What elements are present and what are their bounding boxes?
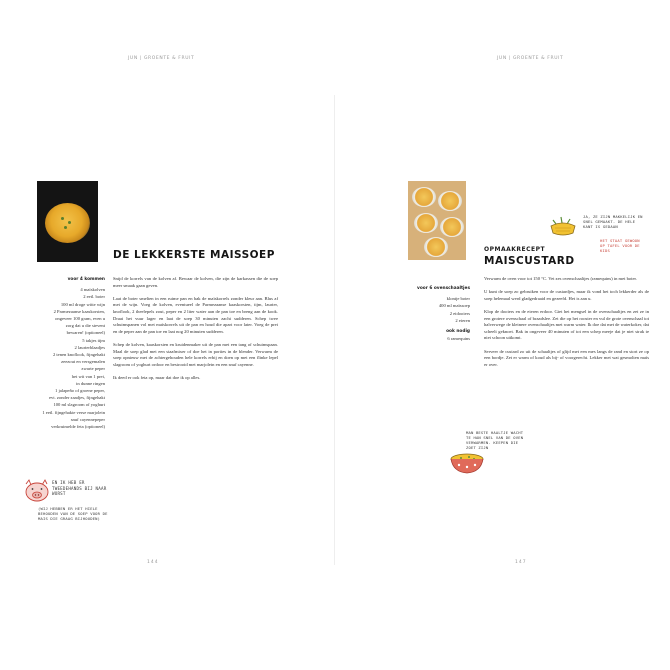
page-number-right: 147 <box>515 560 527 565</box>
garnish-dot <box>61 217 64 220</box>
pig-head-icon <box>22 478 52 504</box>
ingredient-line: 1 jalapeño of groene peper, <box>55 388 105 394</box>
ingredient-line: 2 laurierblaadjes <box>74 344 105 350</box>
method-right <box>484 276 649 375</box>
soup-photo <box>37 181 98 262</box>
ingredient-line: 2 tenen knoflook, fijngehakt <box>52 352 105 358</box>
running-head-left: JUN | GROENTE & FRUIT <box>128 56 195 61</box>
ingredients-heading: voor 6 ovenschaaltjes <box>417 286 470 291</box>
ingredient-line: in dunne ringen <box>76 380 105 386</box>
recipe-title-right: MAISCUSTARD <box>484 255 575 267</box>
ingredient-line: 1 eetl. fijngehakte verse marjolein <box>42 409 105 415</box>
method-paragraph: Serveer de custard zo uit de schaaltjes of glijd met een mes langs de rand en stort ze op een bordje. Zet er warm of koud als bij- of voorgerecht. Lekker met wat gesmolten maïs er over. <box>484 348 649 367</box>
doodle-note-right-1: JA, ZE ZIJN MAKKELIJK EN SNEL GEMAAKT. DE HELE KANT IS GEDAAN <box>583 214 643 229</box>
ingredient-line: 100 ml slagroom of yoghurt <box>53 402 105 408</box>
ingredient-line: 5 takjes tijm <box>82 337 105 343</box>
ramekin <box>440 217 464 237</box>
method-paragraph: Ik deed er ook feta op, maar dat doe ik op alles. <box>113 374 201 380</box>
method-paragraph: Schep de kolven, kaaskorsten en kruidenmaker uit de pan met een tang of schuimspaan. Maal de soep glad met een staafmixer of doe het in porties in de blender. Verwarm de soep opnieuw met de achtergehouden hele korrels erbij en doen op met een flinke lepel slagroom of yoghurt ordoor en bestrooid met marjolein en een snuf cayenne. <box>113 341 278 367</box>
ingredient-line: zeezout en versgemalen <box>61 359 105 365</box>
ingredient-line: 2 eidooiers <box>449 310 470 316</box>
page-number-left: 144 <box>147 560 159 565</box>
method-paragraph: Snijd de korrels van de kolven af. Bewaar de kolven, die zijn de karkassen die de soep meer smaak gaan geven. <box>113 276 278 288</box>
ingredient-line: zorg dat u die stevent <box>65 323 105 329</box>
ingredient-line: 100 ml droge witte wijn <box>60 301 105 307</box>
method-left <box>113 276 278 388</box>
ramekin <box>412 187 436 207</box>
method-paragraph: U kunt de soep zo gebruiken voor de custardjes, maar ik vond het toch lekkerder als de soep helemaal werd gladgedraaid en gezeefd. Het is aan u. <box>484 289 649 301</box>
method-paragraph: Laat de boter smelten in een ruime pan en bak de maïskorrels zonder kleur aan. Blus af met de wijn. Voeg de kolven, eventueel de Parmezaanse kaaskorsten, tijm, laurier, knoflook, 2 theelepels zout, peper en 2 liter water aan de pan toe en breng aan de kook. Draai het vuur lager en laat de soep 30 minuten zacht sudderen. Schep twee schuimspanen vol met maïskorrels uit de pan en houd die apart voor later. Voeg de prei en de peper aan de pan toe en laat nog 20 minuten sudderen. <box>113 295 278 334</box>
ingredients-list-left <box>38 276 105 430</box>
doodle-note-right-3: MAN BESTE HAALTJE WACHT TE HAN SNEL VAN DE OVEN VERWARMEN. KEEPEN DIE ZOET ZIJN <box>466 430 524 450</box>
method-paragraph: Klop de dooiers en de eieren erdoor. Giet het mengsel in de ovenschaaltjes en zet ze in een grotere ovenschaal of braadslee. Zet die op het rooster en vul de grote ovenschaal tot halverwege de kleinere ovenschaaltjes met warm water. Ik doe dat met de waterkoker, dat scheelt geknoei. Bak in ongeveer 40 minuten of tot een schep meeje dat je niet strak te niet schoon uitkomt. <box>484 308 649 341</box>
running-head-right: JUN | GROENTE & FRUIT <box>497 56 564 61</box>
ramekin <box>438 191 462 211</box>
ingredient-line: 2 Parmezaanse kaaskorsten, <box>53 308 105 314</box>
custard-photo <box>408 181 466 260</box>
ingredient-line: 2 eieren <box>455 317 470 323</box>
doodle-note-left-2: (WIJ HEBBEN ER HET HIELE BEHOUDEN VAN DE SOEP VOOR DE MAIS DIE GRAAG BIJHOUDEN) <box>38 506 108 521</box>
ingredients-list-right <box>405 285 470 342</box>
ingredient-line: snuf cayennepeper <box>70 416 105 422</box>
recipe-title-left: DE LEKKERSTE MAISSOEP <box>113 249 275 261</box>
page-gutter <box>334 95 335 565</box>
ingredient-line: zwarte peper <box>81 366 105 372</box>
garnish-dot <box>68 221 71 224</box>
recipe-kicker: OPMAAKRECEPT <box>484 246 546 253</box>
ingredients-heading-2: ook nodig <box>446 329 470 335</box>
ingredient-line: bewaren! (optioneel) <box>66 330 105 336</box>
ingredient-line: ongeveer 100 gram, even u <box>55 316 105 322</box>
ingredient-line: klontje boter <box>446 296 470 302</box>
ingredient-line: het wit van 1 prei, <box>71 373 105 379</box>
ingredient-line: 4 maïskolven <box>80 287 105 293</box>
ingredient-line: verkruimelde feta (optioneel) <box>51 424 105 430</box>
custard-bowl-icon <box>448 450 486 476</box>
ramekin <box>424 237 448 257</box>
ingredient-line: 400 ml maïssoep <box>438 303 470 309</box>
garnish-dot <box>64 226 67 229</box>
ingredient-line: 2 eetl. boter <box>83 294 105 300</box>
doodle-note-left-1: EN IK HEB ER TWEEDEHANDS BIJ NAAR WORST <box>52 480 107 497</box>
ingredient-line: evt. zonder zaadjes, fijngehakt <box>49 395 105 401</box>
corn-dish-icon <box>547 214 579 240</box>
doodle-note-right-2: HET STAAT GEWOON OP TAFEL VOOR DE KIDS <box>600 238 640 253</box>
ingredients-heading: voor 4 kommen <box>67 277 105 282</box>
ingredient-line: 6 ramequins <box>447 336 470 342</box>
method-paragraph: Verwarm de oven voor tot 150 °C. Vet zes ovenschaaltjes (ramequins) in met boter. <box>484 276 637 281</box>
ramekin <box>414 213 438 233</box>
